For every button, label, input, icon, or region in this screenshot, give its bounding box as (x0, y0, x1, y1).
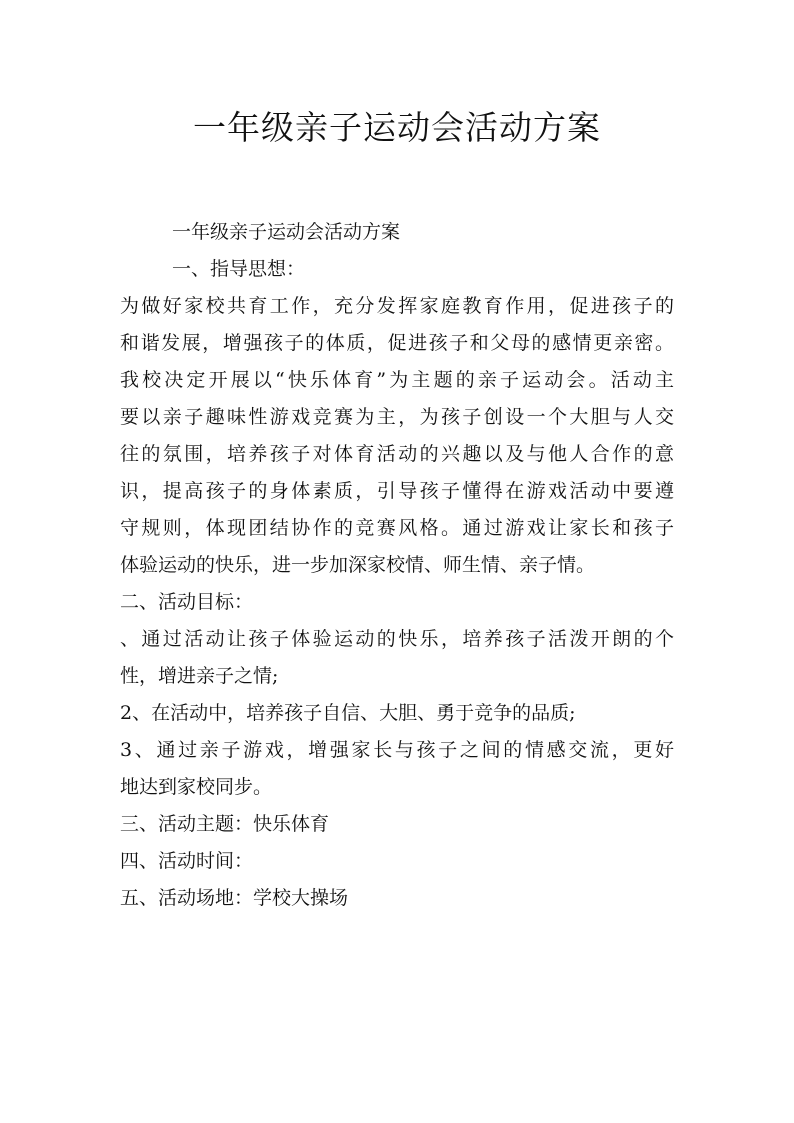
section-heading-venue: 五、活动场地：学校大操场 (120, 887, 349, 909)
goal-line: 3、通过亲子游戏，增强家长与孩子之间的情感交流，更好 (120, 739, 674, 761)
paragraph-line: 守规则，体现团结协作的竞赛风格。通过游戏让家长和孩子 (120, 517, 674, 539)
paragraph-line: 为做好家校共育工作，充分发挥家庭教育作用，促进孩子的 (120, 295, 674, 317)
section-heading-goals: 二、活动目标： (120, 591, 254, 613)
document-title: 一年级亲子运动会活动方案 (193, 108, 601, 147)
paragraph-line: 和谐发展，增强孩子的体质，促进孩子和父母的感情更亲密。 (120, 332, 674, 354)
goal-line: 2、在活动中，培养孩子自信、大胆、勇于竞争的品质; (120, 702, 576, 724)
section-heading-time: 四、活动时间： (120, 850, 254, 872)
document-body (120, 214, 674, 917)
goal-line: 性，增进亲子之情; (120, 665, 279, 687)
paragraph-line: 体验运动的快乐，进一步加深家校情、师生情、亲子情。 (120, 554, 596, 576)
document-subtitle: 一年级亲子运动会活动方案 (172, 221, 401, 243)
paragraph-line: 往的氛围，培养孩子对体育活动的兴趣以及与他人合作的意 (120, 443, 674, 465)
paragraph-line: 要以亲子趣味性游戏竞赛为主，为孩子创设一个大胆与人交 (120, 406, 674, 428)
paragraph-line: 识，提高孩子的身体素质，引导孩子懂得在游戏活动中要遵 (120, 480, 674, 502)
paragraph-line: 我校决定开展以“快乐体育”为主题的亲子运动会。活动主 (120, 369, 674, 391)
section-heading-theme: 三、活动主题：快乐体育 (120, 813, 330, 835)
goal-line: 地达到家校同步。 (120, 776, 273, 798)
section-heading-guiding-ideas: 一、指导思想： (172, 258, 306, 280)
goal-line: 、通过活动让孩子体验运动的快乐，培养孩子活泼开朗的个 (120, 628, 674, 650)
